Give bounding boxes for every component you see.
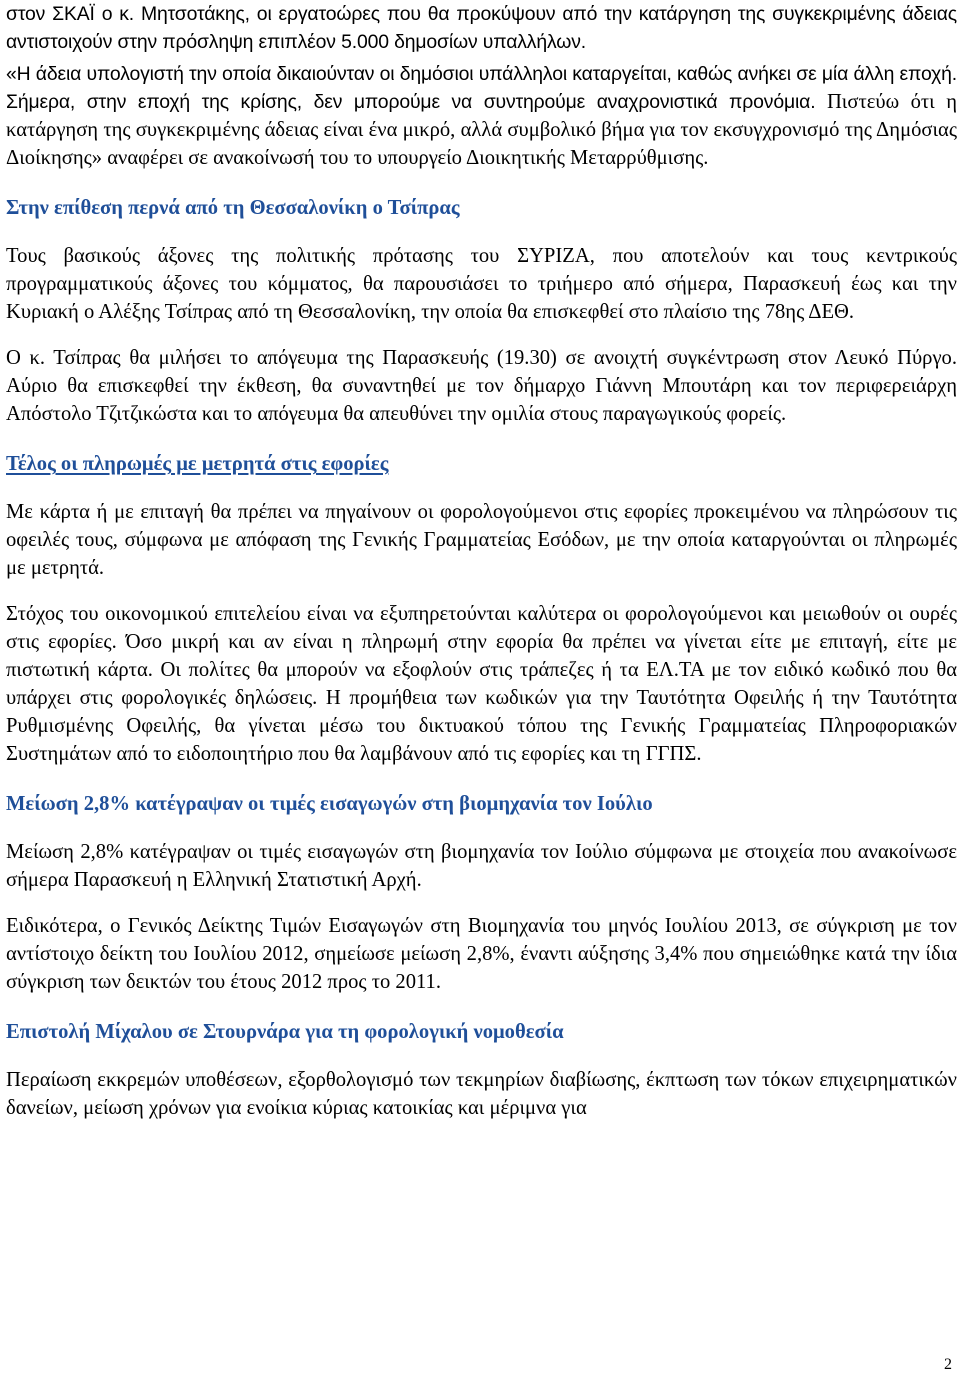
section-3-heading: Μείωση 2,8% κατέγραψαν οι τιμές εισαγωγών στη βιομηχανία τον Ιούλιο	[6, 793, 653, 815]
section-4-paragraph-1: Περαίωση εκκρεμών υποθέσεων, εξορθολογισμό των τεκμηρίων διαβίωσης, έκπτωση των τόκων επιχειρηματικών δανείων, μείωση χρόνων για ενοίκια κύριας κατοικίας και μέριμνα για	[6, 1069, 957, 1119]
section-3-paragraph-1: Μείωση 2,8% κατέγραψαν οι τιμές εισαγωγών στη βιομηχανία τον Ιούλιο σύμφωνα με στοιχεία που ανακοίνωσε σήμερα Παρασκευή η Ελληνική Στατιστική Αρχή.	[6, 841, 957, 891]
section-4-heading: Επιστολή Μίχαλου σε Στουρνάρα για τη φορολογική νομοθεσία	[6, 1021, 564, 1043]
intro-paragraph-2	[6, 60, 957, 172]
section-2-paragraph-2: Στόχος του οικονομικού επιτελείου είναι να εξυπηρετούνται καλύτερα οι φορολογούμενοι και μειωθούν οι ουρές στις εφορίες. Όσο μικρή και αν είναι η πληρωμή στην εφορία θα πρέπει να γίνεται είτε με επιταγή, είτε με πιστωτική κάρτα. Οι πολίτες θα μπορούν να εξοφλούν στις τράπεζες ή τα ΕΛ.ΤΑ με τον ειδικό κωδικό που θα υπάρχει στις φορολογικές δηλώσεις. Η προμήθεια των κωδικών για την Ταυτότητα Οφειλής ή την Ταυτότητα Ρυθμισμένης Οφειλής, θα γίνεται μέσω του δικτυακού τόπου της Γενικής Γραμματείας Πληροφοριακών Συστημάτων από το ειδοποιητήριο που θα λαμβάνουν από τις εφορίες και τη ΓΓΠΣ.	[6, 603, 957, 765]
intro-paragraph-1: στον ΣΚΑΪ ο κ. Μητσοτάκης, οι εργατοώρες που θα προκύψουν από την κατάργηση της συγκεκριμένης άδειας αντιστοιχούν στην πρόσληψη επιπλέον 5.000 δημοσίων υπαλλήλων.	[6, 3, 957, 53]
section-3-paragraph-2: Ειδικότερα, ο Γενικός Δείκτης Τιμών Εισαγωγών στη Βιομηχανία του μηνός Ιουλίου 2013, σε σύγκριση με τον αντίστοιχο δείκτη του Ιουλίου 2012, σημείωσε μείωση 2,8%, έναντι αύξησης 3,4% που σημειώθηκε κατά την ίδια σύγκριση των δεικτών του έτους 2012 προς το 2011.	[6, 915, 957, 993]
section-1-paragraph-1: Τους βασικούς άξονες της πολιτικής πρότασης του ΣΥΡΙΖΑ, που αποτελούν και τους κεντρικούς προγραμματικούς άξονες του κόμματος, θα παρουσιάσει το τριήμερο από σήμερα, Παρασκευή έως και την Κυριακή ο Αλέξης Τσίπρας από τη Θεσσαλονίκη, την οποία θα επισκεφθεί στο πλαίσιο της 78ης ΔΕΘ.	[6, 245, 957, 323]
section-2-paragraph-1: Με κάρτα ή με επιταγή θα πρέπει να πηγαίνουν οι φορολογούμενοι στις εφορίες προκειμένου να πληρώσουν τις οφειλές τους, σύμφωνα με απόφαση της Γενικής Γραμματείας Εσόδων, με την οποία καταργούνται οι πληρωμές με μετρητά.	[6, 501, 957, 579]
page-number: 2	[944, 1356, 952, 1373]
section-2-heading: Τέλος οι πληρωμές με μετρητά στις εφορίες	[6, 453, 389, 475]
document-page	[6, 0, 957, 1122]
quote-sans-part: «Η άδεια υπολογιστή την οποία δικαιούνταν οι δημόσιοι υπάλληλοι καταργείται, καθώς ανήκει σε μία άλλη εποχή. Σήμερα, στην εποχή της κρίσης, δεν μπορούμε να συντηρούμε αναχρονιστικά προνόμια.	[6, 63, 957, 113]
section-1-heading: Στην επίθεση περνά από τη Θεσσαλονίκη ο Τσίπρας	[6, 197, 460, 219]
section-1-paragraph-2: Ο κ. Τσίπρας θα μιλήσει το απόγευμα της Παρασκευής (19.30) σε ανοιχτή συγκέντρωση στον Λευκό Πύργο. Αύριο θα επισκεφθεί την έκθεση, θα συναντηθεί με τον δήμαρχο Γιάννη Μπουτάρη και τον περιφερειάρχη Απόστολο Τζιτζικώστα και το απόγευμα θα απευθύνει την ομιλία στους παραγωγικούς φορείς.	[6, 347, 957, 425]
quote-serif-part: Πιστεύω ότι η κατάργηση της συγκεκριμένης άδειας είναι ένα μικρό, αλλά συμβολικό βήμα για τον εκσυγχρονισμό της Δημόσιας Διοίκησης» αναφέρει σε ανακοίνωσή του το υπουργείο Διοικητικής Μεταρρύθμισης.	[6, 91, 957, 169]
